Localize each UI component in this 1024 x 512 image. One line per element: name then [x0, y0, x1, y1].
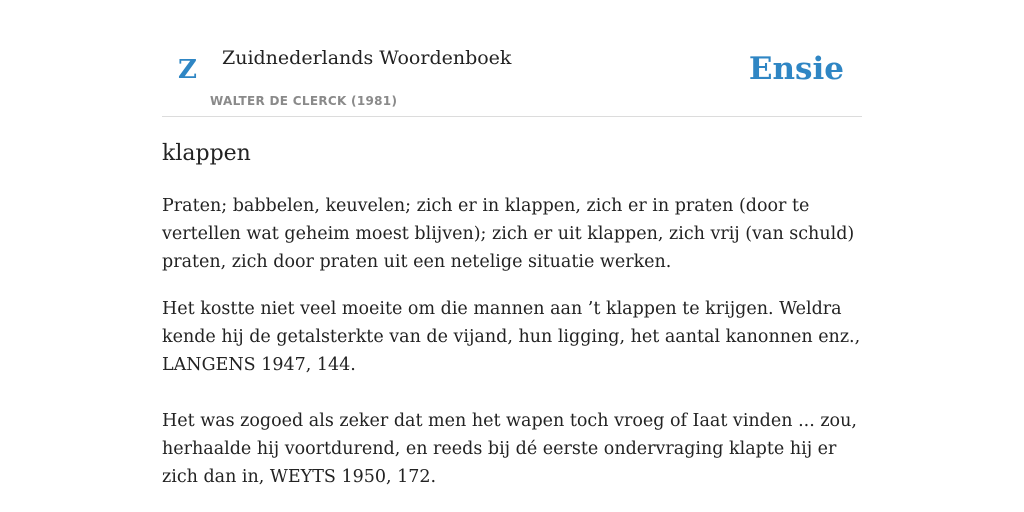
source-initial-badge: Z: [178, 55, 197, 85]
entry-example: Het kostte niet veel moeite om die mannen aan ’t klappen te krijgen. Weldra kende hij de getalsterkte van de vijand, hun ligging, het aantal kanonnen enz., LANGENS 1947, 144.: [162, 299, 861, 375]
entry-example: Het was zogoed als zeker dat men het wapen toch vroeg of Iaat vinden ... zou, herhaalde hij voortdurend, en reeds bij dé eerste ondervraging klapte hij er zich dan in, WEYTS 1950, 172.: [162, 411, 857, 487]
source-title[interactable]: Zuidnederlands Woordenboek: [222, 47, 512, 69]
ensie-logo[interactable]: Ensie: [748, 51, 844, 87]
entry-title: klappen: [162, 141, 251, 166]
entry-definition: Praten; babbelen, keuvelen; zich er in klappen, zich er in praten (door te vertellen wat geheim moest blijven); zich er uit klappen, zich vrij (van schuld) praten, zich door praten uit een netelige situatie werken.: [162, 196, 855, 272]
source-author: WALTER DE CLERCK (1981): [210, 94, 398, 108]
source-header: [162, 30, 862, 117]
